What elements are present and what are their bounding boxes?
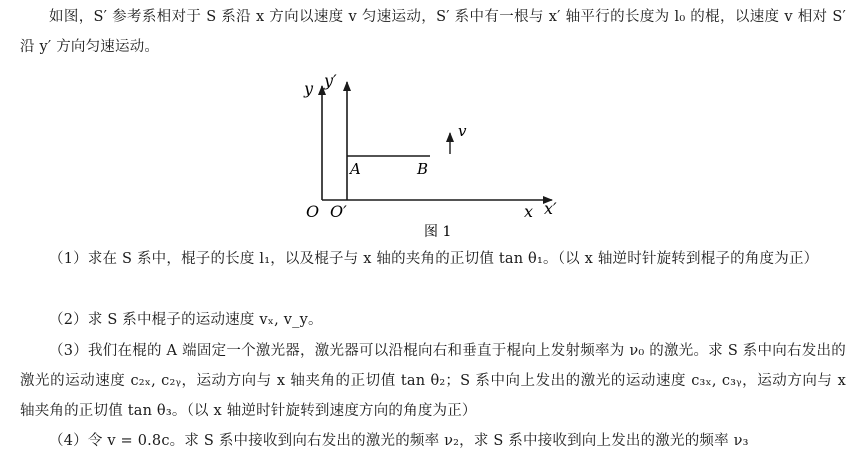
label-x: x <box>524 202 534 221</box>
label-a: A <box>350 160 361 178</box>
reference-frame-figure <box>290 64 590 244</box>
label-x-prime: x′ <box>544 199 557 218</box>
label-origin-prime: O′ <box>330 202 347 221</box>
label-y: y <box>304 79 314 98</box>
figure-caption: 图 1 <box>424 224 452 240</box>
label-y-prime: y′ <box>324 71 337 90</box>
question-4: （4）令 v = 0.8c。求 S 系中接收到向右发出的激光的频率 ν₂，求 S 系中接收到向上发出的激光的频率 ν₃ <box>49 433 749 449</box>
question-1: （1）求在 S 系中，棍子的长度 l₁，以及棍子与 x 轴的夹角的正切值 tan θ₁。（以 x 轴逆时针旋转到棍子的角度为正） <box>49 251 819 267</box>
label-origin: O <box>306 202 320 221</box>
label-v: v <box>458 122 467 140</box>
problem-intro: 如图，S′ 参考系相对于 S 系沿 x 方向以速度 v 匀速运动，S′ 系中有一根与 x′ 轴平行的长度为 l₀ 的棍，以速度 v 相对 S′ 沿 y′ 方向匀速运动。 <box>20 9 846 55</box>
label-b: B <box>417 160 429 178</box>
question-3: （3）我们在棍的 A 端固定一个激光器，激光器可以沿棍向右和垂直于棍向上发射频率为 ν₀ 的激光。求 S 系中向右发出的激光的运动速度 c₂ₓ, c₂ᵧ，运动方向与 x 轴夹角的正切值 tan θ₂；S 系中向上发出的激光的运动速度 c₃ₓ, c₃ᵧ，运动方向与 x 轴夹角的正切值 tan θ₃。（以 x 轴逆时针旋转到速度方向的角度为正） <box>20 343 846 419</box>
question-2: （2）求 S 系中棍子的运动速度 vₓ, v_y。 <box>49 312 323 328</box>
